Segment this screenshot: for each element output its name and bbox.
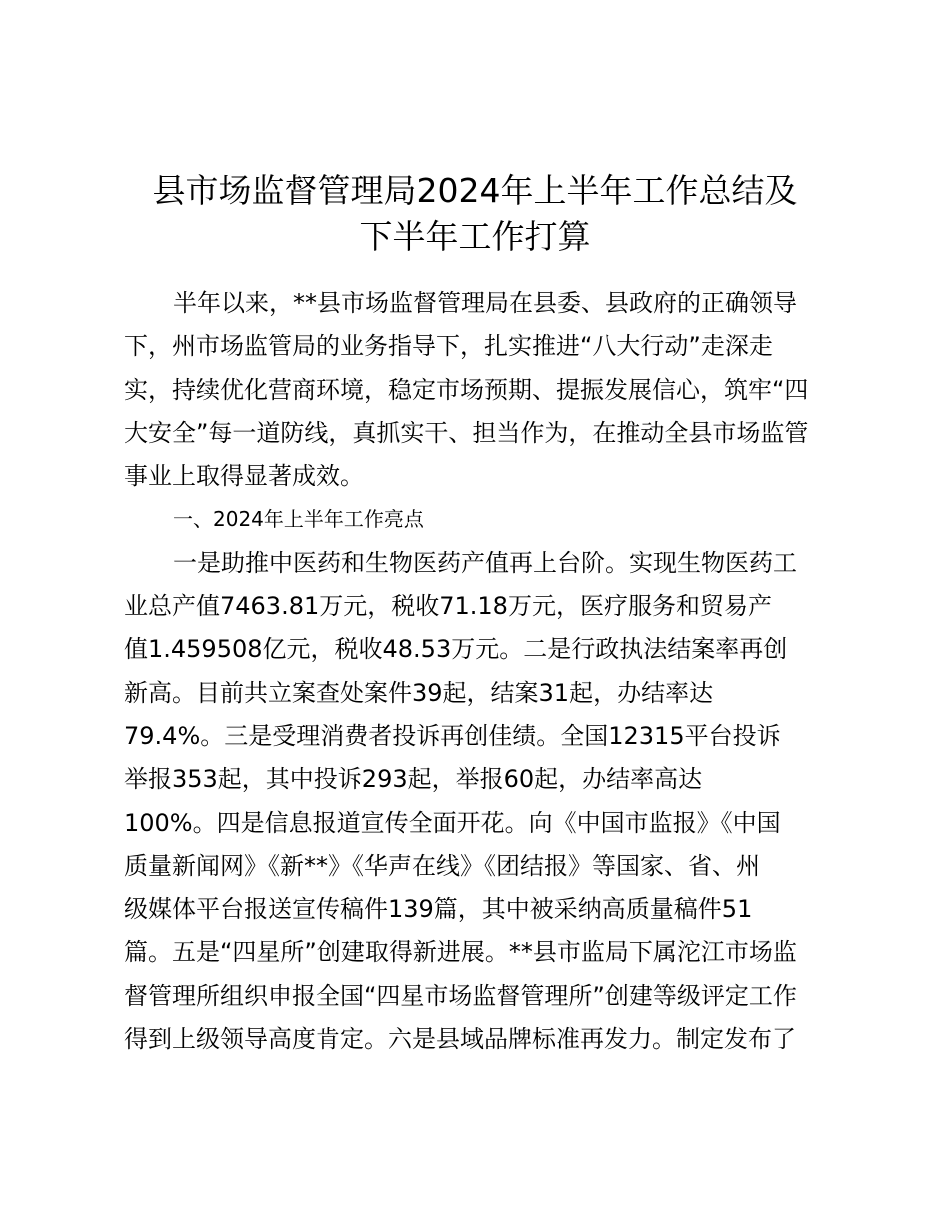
intro-paragraph-line: 实，持续优化营商环境，稳定市场预期、提振发展信心，筑牢“四 bbox=[124, 375, 809, 404]
intro-paragraph-line: 下，州市场监管局的业务指导下，扎实推进“八大行动”走深走 bbox=[124, 332, 773, 361]
highlights-paragraph-line: 100%。四是信息报道宣传全面开花。向《中国市监报》《中国 bbox=[124, 808, 781, 837]
highlights-paragraph-line: 篇。五是“四星所”创建取得新进展。**县市监局下属沱江市场监 bbox=[124, 938, 797, 967]
intro-paragraph-line: 事业上取得显著成效。 bbox=[124, 462, 364, 491]
highlights-paragraph-line: 得到上级领导高度肯定。六是县域品牌标准再发力。制定发布了 bbox=[124, 1025, 796, 1054]
highlights-paragraph-line: 值1.459508亿元，税收48.53万元。二是行政执法结案率再创 bbox=[124, 635, 788, 664]
highlights-paragraph-line: 79.4%。三是受理消费者投诉再创佳绩。全国12315平台投诉 bbox=[124, 721, 781, 750]
intro-paragraph-line: 大安全”每一道防线，真抓实干、担当作为，在推动全县市场监管 bbox=[124, 418, 809, 447]
title-line-1: 县市场监督管理局2024年上半年工作总结及 bbox=[152, 171, 798, 210]
highlights-paragraph-line: 新高。目前共立案查处案件39起，结案31起，办结率达 bbox=[124, 678, 714, 707]
highlights-paragraph-line: 级媒体平台报送宣传稿件139篇，其中被采纳高质量稿件51 bbox=[124, 895, 753, 924]
document-body bbox=[124, 282, 844, 1061]
section-heading: 一、2024年上半年工作亮点 bbox=[173, 507, 424, 532]
intro-paragraph-line: 半年以来，**县市场监督管理局在县委、县政府的正确领导 bbox=[173, 289, 797, 317]
highlights-paragraph-line: 督管理所组织申报全国“四星市场监督管理所”创建等级评定工作 bbox=[124, 981, 797, 1010]
highlights-paragraph-line: 业总产值7463.81万元，税收71.18万元，医疗服务和贸易产 bbox=[124, 592, 772, 621]
highlights-paragraph-line: 质量新闻网》《新**》《华声在线》《团结报》等国家、省、州 bbox=[124, 851, 760, 880]
highlights-paragraph-line: 一是助推中医药和生物医药产值再上台阶。实现生物医药工 bbox=[173, 548, 797, 577]
title-line-2: 下半年工作打算 bbox=[359, 217, 591, 256]
highlights-paragraph-line: 举报353起，其中投诉293起，举报60起，办结率高达 bbox=[124, 765, 703, 794]
document-title bbox=[110, 168, 840, 260]
